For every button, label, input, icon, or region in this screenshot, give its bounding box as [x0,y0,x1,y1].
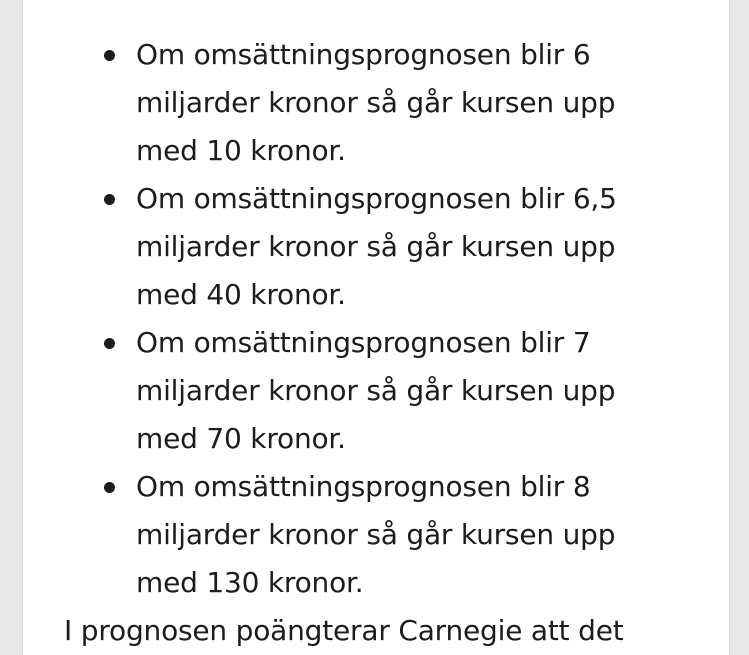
list-item-line: Om omsättningsprognosen blir 6,5 [136,182,617,215]
article-body [64,31,704,655]
list-item-line: med 130 kronor. [136,566,364,599]
list-item-line: miljarder kronor så går kursen upp [136,86,616,119]
list-item-line: med 70 kronor. [136,422,346,455]
bullet-icon [104,194,115,205]
list-item-line: miljarder kronor så går kursen upp [136,374,616,407]
list-item-line: med 40 kronor. [136,278,346,311]
list-item-line: med 10 kronor. [136,134,346,167]
list-item [64,175,704,319]
bullet-icon [104,338,115,349]
list-item-line: Om omsättningsprognosen blir 8 [136,470,591,503]
paragraph-text: I prognosen poängterar Carnegie att det [64,614,624,647]
list-item [64,319,704,463]
list-item [64,463,704,607]
list-item-line: miljarder kronor så går kursen upp [136,230,616,263]
list-item-line: Om omsättningsprognosen blir 7 [136,326,591,359]
bullet-icon [104,50,115,61]
bullet-list [64,31,704,607]
list-item-line: Om omsättningsprognosen blir 6 [136,38,591,71]
list-item-line: miljarder kronor så går kursen upp [136,518,616,551]
list-item [64,31,704,175]
bullet-icon [104,482,115,493]
document-page [22,0,730,655]
